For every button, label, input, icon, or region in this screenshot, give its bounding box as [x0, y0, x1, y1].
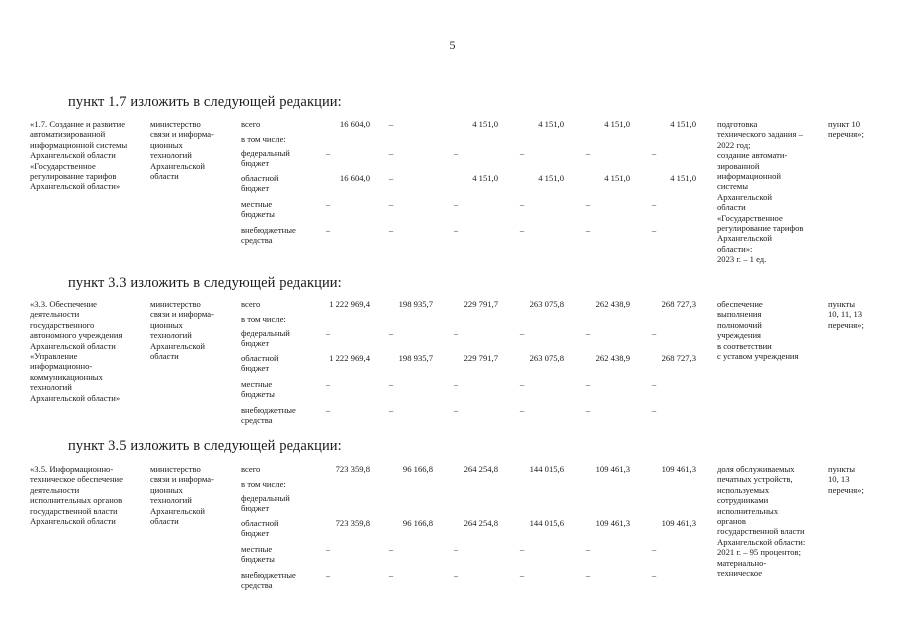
funding-value: – [585, 225, 591, 235]
section-heading: пункт 1.7 изложить в следующей редакции: [68, 94, 342, 110]
funding-value: – [453, 405, 459, 415]
funding-value: 4 151,0 [604, 173, 630, 183]
funding-value: – [519, 225, 525, 235]
funding-value: – [388, 405, 394, 415]
funding-source-label: федеральный бюджет [241, 328, 290, 349]
funding-value: – [519, 148, 525, 158]
funding-value: – [651, 570, 657, 580]
funding-source-label: федеральный бюджет [241, 148, 290, 169]
funding-source-label: областной бюджет [241, 173, 279, 194]
funding-source-label: в том числе: [241, 314, 286, 324]
funding-value: 1 222 969,4 [329, 299, 370, 309]
funding-value: – [388, 199, 394, 209]
executor-name: министерство связи и информа- ционных технологий Архангельской области [150, 299, 214, 362]
funding-source-label: внебюджетные средства [241, 405, 296, 426]
funding-source-label: местные бюджеты [241, 199, 275, 220]
funding-value: – [388, 173, 394, 183]
expected-result: обеспечение выполнения полномочий учреждения в соответствии с уставом учреждения [717, 299, 799, 362]
funding-value: 4 151,0 [670, 173, 696, 183]
funding-source-label: местные бюджеты [241, 379, 275, 400]
funding-value: – [453, 570, 459, 580]
funding-value: – [453, 148, 459, 158]
funding-value: 263 075,8 [529, 353, 564, 363]
funding-value: 723 359,8 [335, 464, 370, 474]
funding-value: – [651, 379, 657, 389]
funding-value: – [388, 148, 394, 158]
funding-value: – [325, 544, 331, 554]
funding-value: 4 151,0 [604, 119, 630, 129]
activity-name: «1.7. Создание и развитие автоматизированной информационной системы Архангельской области «Государственное регулирование тарифов Архангельской области» [30, 119, 128, 192]
funding-value: 4 151,0 [472, 119, 498, 129]
funding-value: 4 151,0 [538, 119, 564, 129]
funding-value: – [453, 225, 459, 235]
funding-value: – [651, 328, 657, 338]
funding-value: 1 222 969,4 [329, 353, 370, 363]
funding-value: – [585, 570, 591, 580]
funding-source-label: внебюджетные средства [241, 570, 296, 591]
executor-name: министерство связи и информа- ционных технологий Архангельской области [150, 464, 214, 527]
activity-name: «3.5. Информационно- техническое обеспечение деятельности исполнительных органов государственной власти Архангельской области [30, 464, 123, 527]
funding-value: – [453, 379, 459, 389]
funding-value: 16 604,0 [339, 119, 370, 129]
funding-value: – [453, 328, 459, 338]
expected-result: подготовка технического задания – 2022 год; создание автомати- зированной информационной системы Архангельской области «Государственное регулирование тарифов Архангельской области»: 2023 г. – 1 ед. [717, 119, 804, 265]
funding-value: – [651, 148, 657, 158]
funding-value: 268 727,3 [661, 299, 696, 309]
funding-source-label: всего [241, 464, 261, 474]
funding-value: 263 075,8 [529, 299, 564, 309]
funding-value: 264 254,8 [463, 518, 498, 528]
funding-value: – [585, 405, 591, 415]
funding-source-label: в том числе: [241, 134, 286, 144]
funding-value: – [388, 379, 394, 389]
funding-value: – [325, 225, 331, 235]
funding-value: – [585, 379, 591, 389]
funding-value: – [388, 328, 394, 338]
funding-value: – [519, 199, 525, 209]
list-reference: пункты 10, 13 перечня»; [828, 464, 864, 495]
funding-value: – [585, 199, 591, 209]
funding-value: 198 935,7 [398, 353, 433, 363]
executor-name: министерство связи и информа- ционных технологий Архангельской области [150, 119, 214, 182]
funding-value: – [325, 148, 331, 158]
funding-value: 229 791,7 [463, 353, 498, 363]
funding-value: – [453, 199, 459, 209]
funding-value: 109 461,3 [595, 464, 630, 474]
funding-source-label: внебюджетные средства [241, 225, 296, 246]
funding-source-label: в том числе: [241, 479, 286, 489]
funding-source-label: федеральный бюджет [241, 493, 290, 514]
funding-value: – [651, 405, 657, 415]
funding-value: 96 166,8 [402, 464, 433, 474]
funding-value: – [325, 570, 331, 580]
funding-value: – [651, 199, 657, 209]
funding-value: – [388, 119, 394, 129]
funding-value: 198 935,7 [398, 299, 433, 309]
funding-value: – [453, 544, 459, 554]
funding-value: – [388, 544, 394, 554]
funding-value: – [325, 199, 331, 209]
expected-result: доля обслуживаемых печатных устройств, используемых сотрудниками исполнительных органов государственной власти Архангельской области: 2021 г. – 95 процентов; материально- техническое [717, 464, 806, 579]
funding-source-label: местные бюджеты [241, 544, 275, 565]
funding-value: – [519, 328, 525, 338]
funding-value: – [325, 405, 331, 415]
funding-value: – [519, 544, 525, 554]
funding-value: – [388, 225, 394, 235]
funding-value: 109 461,3 [595, 518, 630, 528]
funding-value: – [325, 328, 331, 338]
funding-value: 4 151,0 [670, 119, 696, 129]
funding-source-label: областной бюджет [241, 518, 279, 539]
section-heading: пункт 3.3 изложить в следующей редакции: [68, 275, 342, 291]
funding-value: 109 461,3 [661, 464, 696, 474]
funding-value: 144 015,6 [529, 464, 564, 474]
funding-value: 4 151,0 [472, 173, 498, 183]
funding-value: – [388, 570, 394, 580]
section-heading: пункт 3.5 изложить в следующей редакции: [68, 438, 342, 454]
funding-value: – [651, 225, 657, 235]
funding-value: 268 727,3 [661, 353, 696, 363]
funding-value: 262 438,9 [595, 353, 630, 363]
funding-value: – [519, 570, 525, 580]
funding-value: – [585, 148, 591, 158]
funding-value: 144 015,6 [529, 518, 564, 528]
funding-value: 16 604,0 [339, 173, 370, 183]
funding-value: – [325, 379, 331, 389]
funding-value: 262 438,9 [595, 299, 630, 309]
list-reference: пункт 10 перечня»; [828, 119, 864, 140]
funding-value: 4 151,0 [538, 173, 564, 183]
funding-source-label: всего [241, 299, 261, 309]
funding-value: 264 254,8 [463, 464, 498, 474]
funding-value: 723 359,8 [335, 518, 370, 528]
funding-value: 96 166,8 [402, 518, 433, 528]
funding-source-label: всего [241, 119, 261, 129]
funding-value: – [651, 544, 657, 554]
funding-source-label: областной бюджет [241, 353, 279, 374]
list-reference: пункты 10, 11, 13 перечня»; [828, 299, 864, 330]
funding-value: – [519, 379, 525, 389]
funding-value: – [585, 544, 591, 554]
page-number: 5 [449, 38, 456, 52]
funding-value: 229 791,7 [463, 299, 498, 309]
funding-value: – [519, 405, 525, 415]
activity-name: «3.3. Обеспечение деятельности государственного автономного учреждения Архангельской области «Управление информационно- коммуникационных технологий Архангельской области» [30, 299, 123, 403]
funding-value: – [585, 328, 591, 338]
funding-value: 109 461,3 [661, 518, 696, 528]
